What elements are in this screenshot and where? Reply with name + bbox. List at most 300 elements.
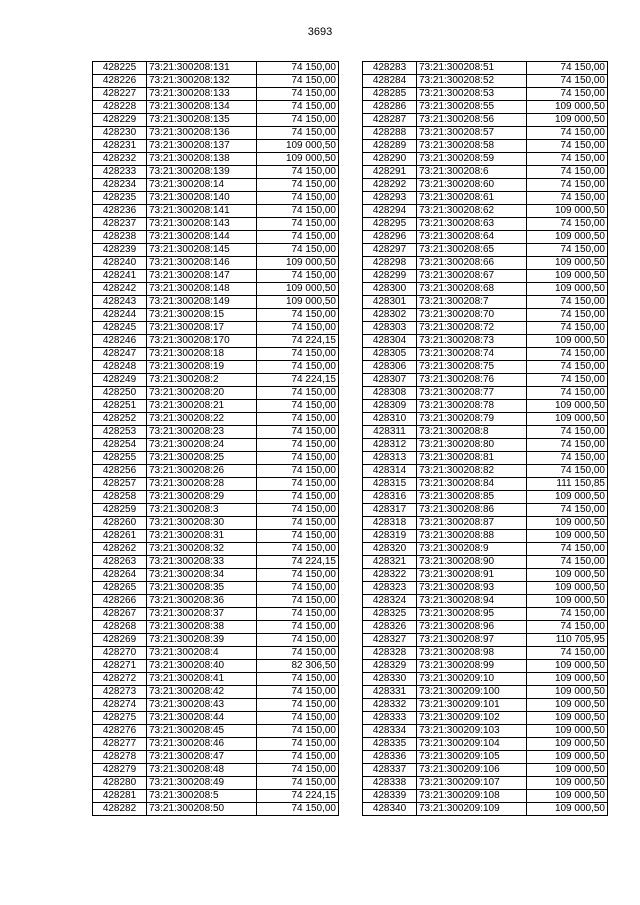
table-row: [93, 465, 339, 478]
cadastral-number-cell: 73:21:300208:72: [417, 322, 527, 335]
value-cell: 74 150,00: [257, 686, 339, 699]
value-cell: 109 000,50: [527, 517, 608, 530]
cadastral-number-cell: 73:21:300208:65: [417, 244, 527, 257]
table-row: [93, 647, 339, 660]
table-row: [93, 478, 339, 491]
value-cell: 109 000,50: [527, 686, 608, 699]
cadastral-number-cell: 73:21:300208:34: [147, 569, 257, 582]
cadastral-number-cell: 73:21:300208:84: [417, 478, 527, 491]
record-number-cell: 428234: [93, 179, 147, 192]
value-cell: 74 150,00: [257, 231, 339, 244]
record-number-cell: 428323: [363, 582, 417, 595]
cadastral-number-cell: 73:21:300208:32: [147, 543, 257, 556]
table-row: [363, 387, 608, 400]
record-number-cell: 428303: [363, 322, 417, 335]
table-row: [363, 504, 608, 517]
value-cell: 74 150,00: [257, 582, 339, 595]
cadastral-number-cell: 73:21:300208:55: [417, 101, 527, 114]
value-cell: 74 150,00: [257, 673, 339, 686]
record-number-cell: 428313: [363, 452, 417, 465]
cadastral-number-cell: 73:21:300208:66: [417, 257, 527, 270]
table-row: [363, 725, 608, 738]
record-number-cell: 428333: [363, 712, 417, 725]
record-number-cell: 428311: [363, 426, 417, 439]
table-row: [93, 114, 339, 127]
record-number-cell: 428332: [363, 699, 417, 712]
cadastral-number-cell: 73:21:300208:67: [417, 270, 527, 283]
table-row: [93, 153, 339, 166]
record-number-cell: 428286: [363, 101, 417, 114]
cadastral-number-cell: 73:21:300208:138: [147, 153, 257, 166]
record-number-cell: 428262: [93, 543, 147, 556]
value-cell: 111 150,85: [527, 478, 608, 491]
value-cell: 109 000,50: [527, 101, 608, 114]
table-row: [93, 491, 339, 504]
cadastral-number-cell: 73:21:300208:74: [417, 348, 527, 361]
record-number-cell: 428315: [363, 478, 417, 491]
record-number-cell: 428232: [93, 153, 147, 166]
cadastral-number-cell: 73:21:300208:59: [417, 153, 527, 166]
table-row: [363, 660, 608, 673]
value-cell: 109 000,50: [527, 582, 608, 595]
cadastral-number-cell: 73:21:300208:132: [147, 75, 257, 88]
record-number-cell: 428266: [93, 595, 147, 608]
cadastral-number-cell: 73:21:300208:134: [147, 101, 257, 114]
value-cell: 74 150,00: [527, 439, 608, 452]
cadastral-number-cell: 73:21:300208:22: [147, 413, 257, 426]
record-number-cell: 428250: [93, 387, 147, 400]
record-number-cell: 428301: [363, 296, 417, 309]
cadastral-number-cell: 73:21:300209:104: [417, 738, 527, 751]
value-cell: 74 150,00: [257, 491, 339, 504]
record-number-cell: 428229: [93, 114, 147, 127]
record-number-cell: 428337: [363, 764, 417, 777]
record-number-cell: 428308: [363, 387, 417, 400]
record-number-cell: 428279: [93, 764, 147, 777]
value-cell: 74 150,00: [257, 608, 339, 621]
record-number-cell: 428325: [363, 608, 417, 621]
cadastral-number-cell: 73:21:300208:147: [147, 270, 257, 283]
record-number-cell: 428330: [363, 673, 417, 686]
record-number-cell: 428288: [363, 127, 417, 140]
record-number-cell: 428293: [363, 192, 417, 205]
record-number-cell: 428239: [93, 244, 147, 257]
cadastral-number-cell: 73:21:300208:20: [147, 387, 257, 400]
record-number-cell: 428306: [363, 361, 417, 374]
value-cell: 74 150,00: [257, 478, 339, 491]
record-number-cell: 428257: [93, 478, 147, 491]
table-row: [93, 738, 339, 751]
cadastral-number-cell: 73:21:300208:96: [417, 621, 527, 634]
cadastral-number-cell: 73:21:300208:98: [417, 647, 527, 660]
value-cell: 109 000,50: [527, 777, 608, 790]
table-row: [363, 205, 608, 218]
record-number-cell: 428241: [93, 270, 147, 283]
cadastral-number-cell: 73:21:300208:80: [417, 439, 527, 452]
record-number-cell: 428281: [93, 790, 147, 803]
cadastral-number-cell: 73:21:300209:105: [417, 751, 527, 764]
record-number-cell: 428331: [363, 686, 417, 699]
cadastral-number-cell: 73:21:300208:45: [147, 725, 257, 738]
value-cell: 109 000,50: [257, 153, 339, 166]
cadastral-number-cell: 73:21:300208:53: [417, 88, 527, 101]
value-cell: 109 000,50: [527, 270, 608, 283]
value-cell: 74 150,00: [527, 140, 608, 153]
table-row: [363, 361, 608, 374]
table-row: [363, 751, 608, 764]
record-number-cell: 428339: [363, 790, 417, 803]
table-row: [363, 374, 608, 387]
record-number-cell: 428261: [93, 530, 147, 543]
value-cell: 109 000,50: [527, 569, 608, 582]
record-number-cell: 428298: [363, 257, 417, 270]
record-number-cell: 428273: [93, 686, 147, 699]
table-row: [93, 621, 339, 634]
record-number-cell: 428227: [93, 88, 147, 101]
table-row: [363, 582, 608, 595]
record-number-cell: 428284: [363, 75, 417, 88]
table-row: [93, 231, 339, 244]
cadastral-number-cell: 73:21:300208:30: [147, 517, 257, 530]
cadastral-number-cell: 73:21:300208:9: [417, 543, 527, 556]
record-number-cell: 428265: [93, 582, 147, 595]
record-number-cell: 428294: [363, 205, 417, 218]
value-cell: 74 150,00: [527, 452, 608, 465]
record-number-cell: 428225: [93, 62, 147, 75]
table-row: [363, 517, 608, 530]
cadastral-number-cell: 73:21:300208:73: [417, 335, 527, 348]
page-number: 3693: [307, 26, 333, 38]
table-row: [363, 400, 608, 413]
record-number-cell: 428328: [363, 647, 417, 660]
table-row: [363, 75, 608, 88]
value-cell: 74 150,00: [527, 621, 608, 634]
record-number-cell: 428334: [363, 725, 417, 738]
record-number-cell: 428252: [93, 413, 147, 426]
value-cell: 74 150,00: [527, 75, 608, 88]
record-number-cell: 428321: [363, 556, 417, 569]
record-number-cell: 428282: [93, 803, 147, 816]
value-cell: 74 150,00: [257, 179, 339, 192]
value-cell: 74 150,00: [257, 803, 339, 816]
cadastral-number-cell: 73:21:300208:15: [147, 309, 257, 322]
record-number-cell: 428310: [363, 413, 417, 426]
value-cell: 74 150,00: [527, 127, 608, 140]
table-row: [363, 296, 608, 309]
cadastral-number-cell: 73:21:300208:133: [147, 88, 257, 101]
value-cell: 109 000,50: [527, 699, 608, 712]
record-number-cell: 428276: [93, 725, 147, 738]
record-number-cell: 428278: [93, 751, 147, 764]
table-row: [93, 803, 339, 816]
table-row: [93, 348, 339, 361]
table-row: [363, 452, 608, 465]
table-row: [363, 556, 608, 569]
record-number-cell: 428258: [93, 491, 147, 504]
cadastral-number-cell: 73:21:300208:146: [147, 257, 257, 270]
value-cell: 109 000,50: [527, 205, 608, 218]
table-row: [93, 517, 339, 530]
record-number-cell: 428237: [93, 218, 147, 231]
record-number-cell: 428287: [363, 114, 417, 127]
record-number-cell: 428307: [363, 374, 417, 387]
cadastral-number-cell: 73:21:300208:18: [147, 348, 257, 361]
value-cell: 109 000,50: [527, 751, 608, 764]
table-row: [363, 478, 608, 491]
cadastral-number-cell: 73:21:300208:40: [147, 660, 257, 673]
record-number-cell: 428256: [93, 465, 147, 478]
table-row: [363, 218, 608, 231]
table-row: [93, 205, 339, 218]
value-cell: 74 150,00: [257, 530, 339, 543]
table-row: [93, 686, 339, 699]
cadastral-number-cell: 73:21:300209:106: [417, 764, 527, 777]
record-number-cell: 428263: [93, 556, 147, 569]
record-number-cell: 428314: [363, 465, 417, 478]
table-row: [93, 101, 339, 114]
value-cell: 74 150,00: [527, 387, 608, 400]
table-row: [363, 777, 608, 790]
table-row: [363, 608, 608, 621]
value-cell: 74 150,00: [257, 452, 339, 465]
value-cell: 74 224,15: [257, 374, 339, 387]
cadastral-number-cell: 73:21:300208:81: [417, 452, 527, 465]
table-row: [93, 413, 339, 426]
cadastral-number-cell: 73:21:300209:102: [417, 712, 527, 725]
table-row: [93, 569, 339, 582]
table-row: [93, 179, 339, 192]
value-cell: 74 150,00: [257, 595, 339, 608]
cadastral-number-cell: 73:21:300208:136: [147, 127, 257, 140]
cadastral-number-cell: 73:21:300208:21: [147, 400, 257, 413]
table-row: [93, 751, 339, 764]
cadastral-number-cell: 73:21:300208:131: [147, 62, 257, 75]
table-row: [363, 426, 608, 439]
value-cell: 109 000,50: [527, 660, 608, 673]
table-row: [363, 686, 608, 699]
cadastral-number-cell: 73:21:300208:41: [147, 673, 257, 686]
table-row: [93, 166, 339, 179]
value-cell: 74 150,00: [527, 465, 608, 478]
record-number-cell: 428277: [93, 738, 147, 751]
value-cell: 74 150,00: [257, 387, 339, 400]
value-cell: 74 150,00: [527, 543, 608, 556]
table-row: [93, 400, 339, 413]
table-row: [93, 582, 339, 595]
cadastral-number-cell: 73:21:300208:29: [147, 491, 257, 504]
cadastral-number-cell: 73:21:300208:137: [147, 140, 257, 153]
record-number-cell: 428235: [93, 192, 147, 205]
table-row: [93, 296, 339, 309]
value-cell: 74 150,00: [257, 738, 339, 751]
table-row: [363, 803, 608, 816]
record-number-cell: 428251: [93, 400, 147, 413]
record-number-cell: 428268: [93, 621, 147, 634]
table-row: [363, 543, 608, 556]
record-number-cell: 428335: [363, 738, 417, 751]
cadastral-number-cell: 73:21:300209:108: [417, 790, 527, 803]
table-row: [363, 114, 608, 127]
cadastral-number-cell: 73:21:300208:148: [147, 283, 257, 296]
table-row: [363, 140, 608, 153]
record-number-cell: 428264: [93, 569, 147, 582]
record-number-cell: 428246: [93, 335, 147, 348]
value-cell: 74 150,00: [257, 426, 339, 439]
cadastral-number-cell: 73:21:300208:141: [147, 205, 257, 218]
value-cell: 74 150,00: [257, 127, 339, 140]
record-number-cell: 428329: [363, 660, 417, 673]
record-number-cell: 428309: [363, 400, 417, 413]
table-row: [93, 322, 339, 335]
table-row: [363, 192, 608, 205]
cadastral-number-cell: 73:21:300208:5: [147, 790, 257, 803]
table-row: [93, 439, 339, 452]
table-row: [363, 283, 608, 296]
value-cell: 110 705,95: [527, 634, 608, 647]
record-number-cell: 428295: [363, 218, 417, 231]
value-cell: 74 150,00: [527, 153, 608, 166]
cadastral-number-cell: 73:21:300208:43: [147, 699, 257, 712]
cadastral-number-cell: 73:21:300208:93: [417, 582, 527, 595]
value-cell: 74 150,00: [527, 608, 608, 621]
record-number-cell: 428291: [363, 166, 417, 179]
record-number-cell: 428231: [93, 140, 147, 153]
cadastral-number-cell: 73:21:300208:91: [417, 569, 527, 582]
table-row: [363, 647, 608, 660]
table-row: [93, 88, 339, 101]
cadastral-number-cell: 73:21:300208:35: [147, 582, 257, 595]
value-cell: 109 000,50: [527, 335, 608, 348]
value-cell: 109 000,50: [527, 595, 608, 608]
record-number-cell: 428299: [363, 270, 417, 283]
value-cell: 74 150,00: [257, 348, 339, 361]
cadastral-number-cell: 73:21:300209:107: [417, 777, 527, 790]
cadastral-number-cell: 73:21:300208:44: [147, 712, 257, 725]
table-row: [363, 127, 608, 140]
table-row: [363, 764, 608, 777]
record-number-cell: 428289: [363, 140, 417, 153]
value-cell: 74 150,00: [257, 218, 339, 231]
cadastral-number-cell: 73:21:300208:56: [417, 114, 527, 127]
table-row: [363, 595, 608, 608]
table-row: [93, 660, 339, 673]
cadastral-number-cell: 73:21:300208:61: [417, 192, 527, 205]
record-number-cell: 428305: [363, 348, 417, 361]
record-number-cell: 428255: [93, 452, 147, 465]
cadastral-number-cell: 73:21:300208:57: [417, 127, 527, 140]
record-number-cell: 428340: [363, 803, 417, 816]
record-number-cell: 428324: [363, 595, 417, 608]
cadastral-number-cell: 73:21:300208:23: [147, 426, 257, 439]
value-cell: 74 150,00: [257, 517, 339, 530]
value-cell: 74 150,00: [257, 764, 339, 777]
table-row: [93, 790, 339, 803]
record-number-cell: 428304: [363, 335, 417, 348]
record-number-cell: 428228: [93, 101, 147, 114]
record-number-cell: 428296: [363, 231, 417, 244]
value-cell: 74 150,00: [527, 504, 608, 517]
cadastral-number-cell: 73:21:300208:86: [417, 504, 527, 517]
table-row: [93, 530, 339, 543]
value-cell: 74 150,00: [257, 88, 339, 101]
cadastral-number-cell: 73:21:300208:143: [147, 218, 257, 231]
value-cell: 109 000,50: [527, 491, 608, 504]
cadastral-number-cell: 73:21:300208:14: [147, 179, 257, 192]
value-cell: 82 306,50: [257, 660, 339, 673]
table-row: [363, 439, 608, 452]
value-cell: 109 000,50: [527, 803, 608, 816]
table-row: [363, 348, 608, 361]
value-cell: 109 000,50: [527, 257, 608, 270]
record-number-cell: 428244: [93, 309, 147, 322]
table-row: [363, 335, 608, 348]
value-cell: 109 000,50: [257, 296, 339, 309]
table-row: [363, 413, 608, 426]
record-number-cell: 428275: [93, 712, 147, 725]
table-row: [363, 621, 608, 634]
cadastral-number-cell: 73:21:300208:144: [147, 231, 257, 244]
value-cell: 109 000,50: [527, 790, 608, 803]
value-cell: 74 150,00: [257, 361, 339, 374]
value-cell: 74 150,00: [527, 244, 608, 257]
table-row: [363, 231, 608, 244]
cadastral-number-cell: 73:21:300208:170: [147, 335, 257, 348]
value-cell: 74 150,00: [257, 192, 339, 205]
cadastral-number-cell: 73:21:300208:85: [417, 491, 527, 504]
table-row: [93, 270, 339, 283]
cadastral-number-cell: 73:21:300208:7: [417, 296, 527, 309]
left-table: [92, 61, 339, 816]
value-cell: 74 150,00: [257, 62, 339, 75]
value-cell: 74 150,00: [527, 62, 608, 75]
table-row: [93, 140, 339, 153]
cadastral-number-cell: 73:21:300208:31: [147, 530, 257, 543]
record-number-cell: 428319: [363, 530, 417, 543]
value-cell: 74 150,00: [527, 166, 608, 179]
value-cell: 74 150,00: [257, 569, 339, 582]
table-row: [93, 335, 339, 348]
cadastral-number-cell: 73:21:300208:99: [417, 660, 527, 673]
table-row: [363, 101, 608, 114]
record-number-cell: 428259: [93, 504, 147, 517]
cadastral-number-cell: 73:21:300209:109: [417, 803, 527, 816]
cadastral-number-cell: 73:21:300208:36: [147, 595, 257, 608]
value-cell: 74 224,15: [257, 790, 339, 803]
cadastral-number-cell: 73:21:300208:6: [417, 166, 527, 179]
cadastral-number-cell: 73:21:300208:47: [147, 751, 257, 764]
record-number-cell: 428327: [363, 634, 417, 647]
record-number-cell: 428290: [363, 153, 417, 166]
table-row: [93, 257, 339, 270]
cadastral-number-cell: 73:21:300208:42: [147, 686, 257, 699]
cadastral-number-cell: 73:21:300208:70: [417, 309, 527, 322]
table-row: [93, 374, 339, 387]
table-row: [363, 569, 608, 582]
cadastral-number-cell: 73:21:300208:97: [417, 634, 527, 647]
record-number-cell: 428300: [363, 283, 417, 296]
value-cell: 74 150,00: [527, 647, 608, 660]
cadastral-number-cell: 73:21:300208:82: [417, 465, 527, 478]
value-cell: 74 150,00: [257, 504, 339, 517]
value-cell: 74 150,00: [257, 647, 339, 660]
table-row: [363, 712, 608, 725]
value-cell: 74 224,15: [257, 556, 339, 569]
cadastral-number-cell: 73:21:300209:10: [417, 673, 527, 686]
value-cell: 109 000,50: [527, 413, 608, 426]
record-number-cell: 428254: [93, 439, 147, 452]
record-number-cell: 428285: [363, 88, 417, 101]
value-cell: 74 150,00: [257, 725, 339, 738]
